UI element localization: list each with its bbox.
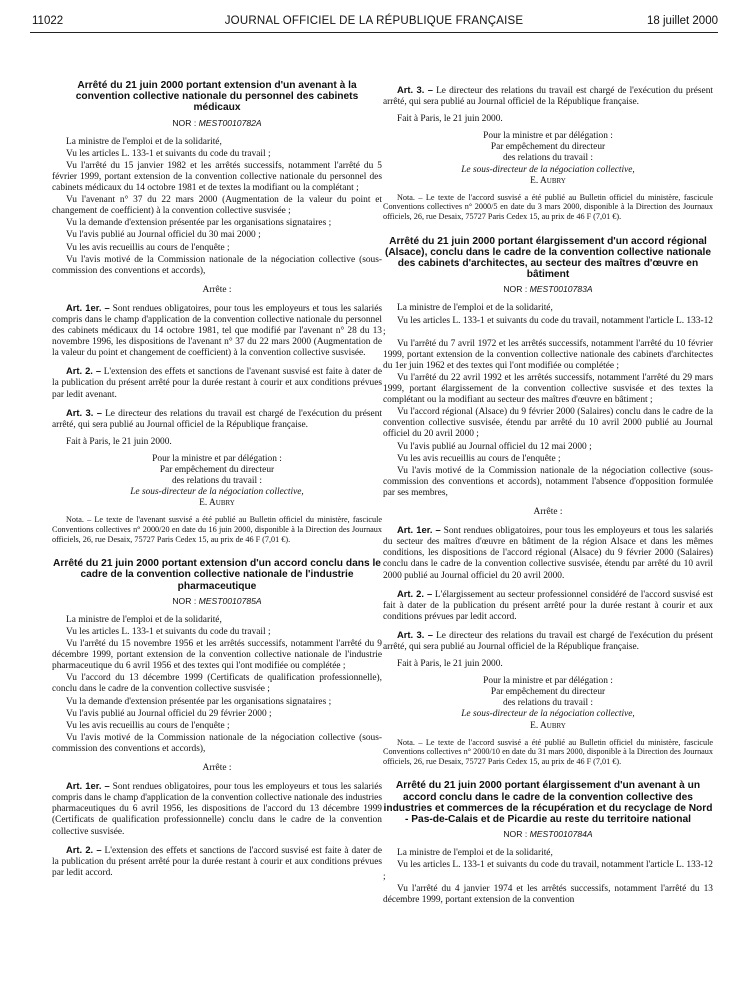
paragraph: La ministre de l'emploi et de la solidarité, (397, 303, 553, 314)
article-text: L'élargissement au secteur professionnel considéré de l'accord susvisé est fait à dater de la publication du présent arrêté pour la durée restant à courir et aux conditions prévues par ledit accord. (383, 589, 713, 622)
decree-cabinets-medicaux (52, 80, 382, 544)
nor-reference (383, 284, 713, 295)
paragraph: Vu les articles L. 133-1 et suivants du code du travail ; (66, 148, 271, 159)
nota: Nota. – Le texte de l'avenant susvisé a été publié au Bulletin officiel du ministère, fascicule Conventions collectives n° 2000/20 en date du 16 juin 2000, disponible à la Direction des Journaux officiels, 26, rue Desaix, 75727 Paris Cedex 15, au prix de 46 F (7,01 €). (52, 515, 382, 544)
paragraph: Vu l'avis motivé de la Commission nationale de la négociation collective (sous-commission des conventions et accords), (52, 254, 382, 276)
paragraph: La ministre de l'emploi et de la solidarité, (66, 136, 222, 147)
paragraph: Vu les avis recueillis au cours de l'enquête ; (66, 720, 230, 731)
paragraph: Vu l'avis motivé de la Commission nationale de la négociation collective (sous-commission des conventions et accords), (52, 732, 382, 754)
nor-code: MEST0010785A (198, 595, 262, 606)
article-text: Le directeur des relations du travail est chargé de l'exécution du présent arrêté, qui sera publié au Journal officiel de la République française. (383, 630, 713, 652)
arrete-heading: Arrête : (202, 763, 232, 774)
article-label: Art. 1er. – (66, 301, 110, 313)
decree-title: Arrêté du 21 juin 2000 portant extension d'un avenant à la convention collective nationale du personnel des cabinets médicaux (75, 80, 359, 114)
paragraph: Vu l'accord du 13 décembre 1999 (Certificats de qualification professionnelle), conclu dans le cadre de la convention collective susvisée ; (52, 673, 382, 695)
journal-title: JOURNAL OFFICIEL DE LA RÉPUBLIQUE FRANÇAISE (224, 15, 524, 27)
article-label: Art. 3. – (397, 84, 433, 95)
article-text: L'extension des effets et sanctions de l'accord susvisé est faite à dater de la publication du présent arrêté pour la durée restant à courir et aux conditions prévues par ledit accord. (52, 845, 383, 878)
paragraph: La ministre de l'emploi et de la solidarité, (397, 848, 553, 859)
header-rule (30, 32, 718, 33)
article-label: Art. 2. – (66, 843, 102, 855)
nor-code: MEST0010782A (198, 117, 262, 128)
signature-line: Pour la ministre et par délégation : (483, 131, 613, 142)
paragraph: Vu l'avis publié au Journal officiel du 29 février 2000 ; (66, 708, 272, 719)
page-header (0, 0, 748, 38)
signature-line: Par empêchement du directeur (490, 687, 606, 698)
paragraph: Vu l'arrêté du 4 janvier 1974 et les arrêtés successifs, notamment l'arrêté du 13 décembre 1999, portant extension de la convention (383, 883, 713, 905)
article-1 (52, 302, 382, 359)
nota: Nota. – Le texte de l'accord susvisé a été publié au Bulletin officiel du ministère, fascicule Conventions collectives n° 2000/10 en date du 31 mars 2000, disponible à la Direction des Journaux officiels, 26, rue Desaix, 75727 Paris Cedex 15, au prix de 46 F (7,01 €). (383, 737, 713, 766)
paragraph: Vu l'avenant n° 37 du 22 mars 2000 (Augmentation de la valeur du point et changement de coefficient) à la convention collective susvisée ; (52, 195, 382, 217)
nor-label: NOR : (503, 829, 528, 840)
signature-line: des relations du travail : (171, 476, 263, 487)
nor-code: MEST0010783A (529, 284, 593, 295)
issue-date: 18 juillet 2000 (647, 15, 718, 27)
paragraph: Vu l'arrêté du 7 avril 1972 et les arrêtés successifs, notamment l'arrêté du 10 février 1999, portant extension de la convention collective nationale des cabinets d'architectes du 1er juin 1962 et des textes qui l'ont modifiée ou complétée ; (383, 338, 713, 371)
article-3 (52, 407, 382, 431)
nota: Nota. – Le texte de l'accord susvisé a été publié au Bulletin officiel du ministère, fascicule Conventions collectives n° 2000/5 en date du 3 mars 2000, disponible à la Direction des Journaux officiels, 26, rue Desaix, 75727 Paris Cedex 15, au prix de 46 F (7,01 €). (383, 192, 713, 221)
signature-line (52, 487, 382, 498)
signature-line (383, 709, 713, 720)
article-label: Art. 3. – (397, 628, 433, 640)
signature-line: Pour la ministre et par délégation : (152, 453, 282, 464)
article-text: Sont rendues obligatoires, pour tous les employeurs et tous les salariés compris dans le champ d'application de la convention collective nationale des industries pharmaceutiques du 6 avril 1956, les dispositions de l'accord du 13 décembre 1999 (Certificats de qualification professionnelle) conclu dans le cadre de la convention collective susvisée. (52, 782, 383, 837)
article-1 (52, 780, 382, 837)
signature-line (383, 165, 713, 176)
article-label: Art. 1er. – (397, 524, 441, 536)
page-number: 11022 (32, 15, 64, 27)
signatory-name: E. Aubry (530, 175, 566, 186)
article-text: L'extension des effets et sanctions de l'avenant susvisé est faite à dater de la publication du présent arrêté pour la durée restant à courir et aux conditions prévues par ledit avenant. (52, 367, 383, 400)
paragraph: Vu l'accord régional (Alsace) du 9 février 2000 (Salaires) conclu dans le cadre de la convention collective susvisée, étendu par arrêté du 10 avril 2000 publié au Journal officiel du 20 avril 2000 ; (383, 407, 713, 440)
article-text: Sont rendues obligatoires, pour tous les employeurs et tous les salariés compris dans le champ d'application de la convention collective nationale du personnel des cabinets médicaux du 14 octobre 1981, tel que modifié par l'avenant n° 28 du 13 novembre 1996, les dispositions de l'avenant n° 37 du 22 mars 2000 (Augmentation de la valeur du point et changement de coefficient) à la convention collective susvisée. (52, 303, 383, 359)
decree-industrie-pharmaceutique-continued (383, 84, 713, 222)
article-label: Art. 2. – (66, 365, 102, 377)
fait-a-paris: Fait à Paris, le 21 juin 2000. (397, 114, 503, 125)
paragraph: Vu la demande d'extension présentée par les organisations signataires ; (66, 696, 332, 707)
paragraph: Vu la demande d'extension présentée par les organisations signataires ; (66, 218, 332, 229)
article-3 (383, 84, 713, 108)
arrete-heading: Arrête : (533, 507, 563, 518)
paragraph: Vu l'arrêté du 15 novembre 1956 et les arrêtés successifs, notamment l'arrêté du 9 décembre 1999, portant extension de la convention collective nationale de l'industrie pharmaceutique du 6 avril 1956 et des textes qui l'ont modifiée ou complétée ; (52, 639, 382, 672)
article-2 (52, 365, 382, 400)
article-label: Art. 3. – (66, 406, 102, 418)
signatory-name: E. Aubry (530, 720, 566, 731)
article-text: Sont rendues obligatoires, pour tous les employeurs et tous les salariés du secteur des maîtres d'œuvre en bâtiment de la région Alsace et dans les mêmes conditions, les dispositions de l'accord régional (Alsace) du 9 février 2000 (Salaires) conclu dans le cadre de la convention collective susvisée, étendu par arrêté du 10 avril 2000 publié au Journal officiel du 20 avril 2000. (383, 526, 714, 581)
paragraph: Vu l'avis motivé de la Commission nationale de la négociation collective (sous-commission des conventions et accords), notamment l'absence d'opposition formulée par ses membres, (383, 465, 713, 498)
signature-title: Le sous-directeur de la négociation collective, (461, 709, 635, 720)
paragraph: Vu l'arrêté du 22 avril 1992 et les arrêtés successifs, notamment l'arrêté du 29 mars 1999, portant élargissement de la convention collective susvisée et des textes la complétant ou la modifiant au secteur des maîtres d'œuvre en bâtiment ; (383, 373, 713, 406)
decree-recuperation-recyclage (383, 780, 713, 905)
article-2 (52, 844, 382, 879)
decree-industrie-pharmaceutique (52, 558, 382, 879)
paragraph: Vu l'arrêté du 15 janvier 1982 et les arrêtés successifs, notamment l'arrêté du 5 février 1999, portant extension de la convention collective nationale du personnel des cabinets médicaux du 14 octobre 1981 et de textes la modifiant ou la complétant ; (52, 160, 382, 194)
article-text: Le directeur des relations du travail est chargé de l'exécution du présent arrêté, qui sera publié au Journal officiel de la République française. (52, 408, 382, 430)
nor-reference (52, 118, 382, 129)
paragraph: Vu les avis recueillis au cours de l'enquête ; (397, 453, 561, 464)
paragraph: Vu les articles L. 133-1 et suivants du code du travail, notamment l'article L. 133-12 ; (383, 860, 713, 882)
decree-title: Arrêté du 21 juin 2000 portant élargissement d'un accord régional (Alsace), conclu dans le cadre de la convention collective nationale des cabinets d'architectes, au secteur des maîtres d'œuvre en bâtiment (384, 235, 712, 281)
article-2 (383, 588, 713, 623)
nor-label: NOR : (172, 117, 197, 128)
decree-cabinets-architectes-alsace (383, 236, 713, 767)
nor-reference (383, 829, 713, 840)
arrete-heading: Arrête : (202, 284, 232, 295)
signature-line: des relations du travail : (502, 153, 594, 164)
article-label: Art. 1er. – (66, 780, 110, 792)
nor-reference (52, 596, 382, 607)
paragraph: Vu les articles L. 133-1 et suivants du code du travail ; (66, 627, 271, 637)
fait-a-paris: Fait à Paris, le 21 juin 2000. (66, 436, 172, 447)
article-3 (383, 629, 713, 653)
left-column (52, 80, 382, 885)
nor-label: NOR : (503, 284, 528, 295)
decree-title: Arrêté du 21 juin 2000 portant élargissement d'un avenant à un accord conclu dans le cadre de la convention collective des industries et commerces de la récupération et du recyclage de Nord - Pas-de-Calais et de Picardie au reste du territoire national (383, 780, 713, 826)
paragraph: Vu l'avis publié au Journal officiel du 12 mai 2000 ; (397, 441, 592, 452)
signature-line: Par empêchement du directeur (490, 142, 606, 153)
signature-line: Par empêchement du directeur (159, 465, 275, 476)
article-text: Le directeur des relations du travail est chargé de l'exécution du présent arrêté, qui sera publié au Journal officiel de la République française. (383, 86, 713, 108)
paragraph: Vu les avis recueillis au cours de l'enquête ; (66, 242, 230, 253)
article-1 (383, 524, 713, 581)
right-column (383, 84, 713, 912)
signatory-name: E. Aubry (199, 498, 235, 509)
nor-label: NOR : (172, 595, 197, 606)
signature-line: Pour la ministre et par délégation : (483, 676, 613, 687)
decree-title: Arrêté du 21 juin 2000 portant extension d'un accord conclu dans le cadre de la convention collective nationale de l'industrie pharmaceutique (53, 558, 381, 592)
signature-title: Le sous-directeur de la négociation collective, (461, 164, 635, 175)
paragraph: Vu l'avis publié au Journal officiel du 30 mai 2000 ; (66, 230, 261, 241)
signature-title: Le sous-directeur de la négociation collective, (130, 487, 304, 498)
fait-a-paris: Fait à Paris, le 21 juin 2000. (397, 659, 503, 670)
article-label: Art. 2. – (397, 587, 433, 599)
paragraph: La ministre de l'emploi et de la solidarité, (66, 614, 222, 625)
signature-line: des relations du travail : (502, 698, 594, 709)
paragraph: Vu les articles L. 133-1 et suivants du code du travail, notamment l'article L. 133-12 ; (383, 315, 713, 337)
nor-code: MEST0010784A (529, 829, 593, 840)
